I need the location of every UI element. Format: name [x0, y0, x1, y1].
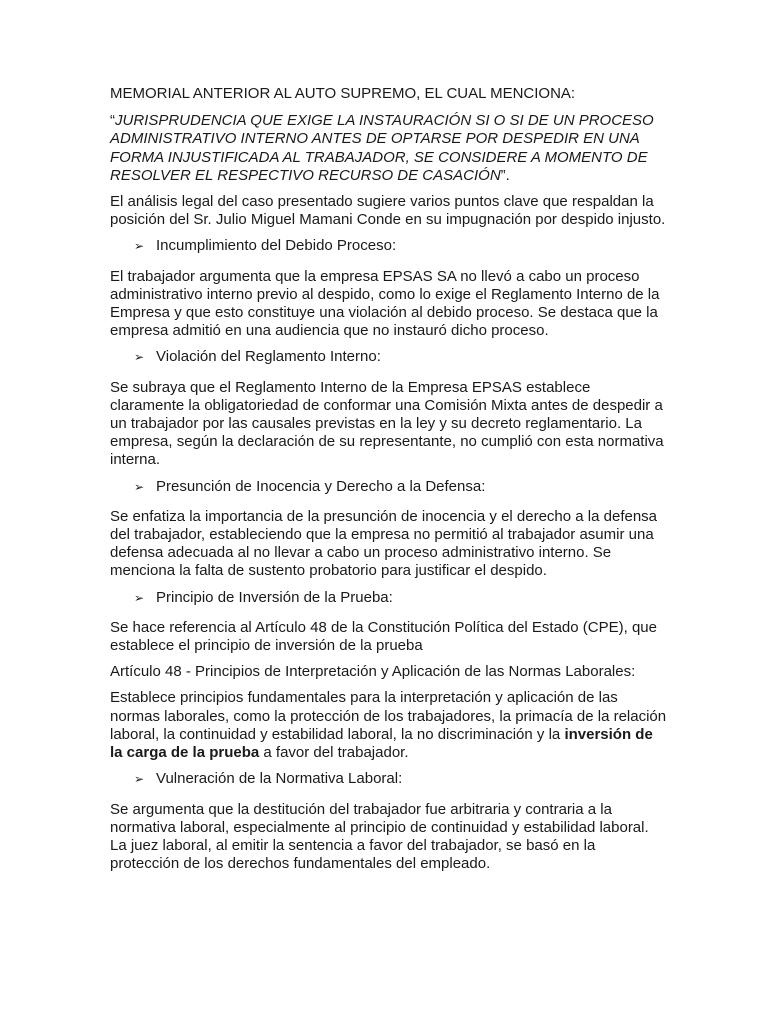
bullet-title: Incumplimiento del Debido Proceso:: [156, 237, 397, 255]
bullet-title: Violación del Reglamento Interno:: [156, 348, 381, 366]
article-48-bold-phrase: inversión de la carga de la prueba: [110, 725, 653, 762]
bullet-item-presuncion-inocencia: [110, 478, 668, 496]
bullet-title: Presunción de Inocencia y Derecho a la Defensa:: [156, 477, 486, 495]
section-paragraph-debido-proceso: El trabajador argumenta que la empresa EPSAS SA no llevó a cabo un proceso administrativo interno previo al despido, como lo exige el Reglamento Interno de la Empresa y que esto constituye una violación al debido proceso. Se destaca que la empresa admitió en una audiencia que no instauró dicho proceso.: [110, 267, 660, 340]
arrow-bullet-icon: ➢: [134, 479, 145, 494]
bullet-title: Vulneración de la Normativa Laboral:: [156, 770, 403, 788]
arrow-bullet-icon: ➢: [134, 590, 145, 605]
bullet-item-reglamento-interno: [110, 348, 668, 366]
section-paragraph-reglamento-interno: Se subraya que el Reglamento Interno de la Empresa EPSAS establece claramente la obligatoriedad de conformar una Comisión Mixta antes de despedir a un trabajador por las causales previstas en la ley y su decreto reglamentario. La empresa, según la declaración de su representante, no cumplió con esta normativa interna.: [110, 378, 664, 469]
arrow-bullet-icon: ➢: [134, 239, 145, 254]
section-paragraph-presuncion-inocencia: Se enfatiza la importancia de la presunción de inocencia y el derecho a la defensa del trabajador, estableciendo que la empresa no permitió al trabajador asumir una defensa adecuada al no llevar a cabo un proceso administrativo interno. Se menciona la falta de sustento probatorio para justificar el despido.: [110, 507, 658, 580]
quote-open-mark: “: [110, 112, 115, 130]
jurisprudence-quote: [110, 112, 668, 185]
bullet-item-debido-proceso: [110, 237, 668, 255]
arrow-bullet-icon: ➢: [134, 772, 145, 787]
intro-paragraph: El análisis legal del caso presentado sugiere varios puntos clave que respaldan la posición del Sr. Julio Miguel Mamani Conde en su impugnación por despido injusto.: [110, 193, 666, 229]
article-48-title: Artículo 48 - Principios de Interpretación y Aplicación de las Normas Laborales:: [110, 663, 636, 681]
bullet-item-normativa-laboral: [110, 770, 668, 788]
article-48-text-start: Establece principios fundamentales para la interpretación y aplicación de las normas laborales, como la protección de los trabajadores, la primacía de la relación laboral, la continuidad y estabilidad laboral, la no discriminación y la: [110, 689, 667, 743]
bullet-title: Principio de Inversión de la Prueba:: [156, 588, 393, 606]
article-48-text-end: a favor del trabajador.: [259, 744, 409, 762]
document-heading: MEMORIAL ANTERIOR AL AUTO SUPREMO, EL CUAL MENCIONA:: [110, 85, 576, 102]
bullet-item-inversion-prueba: [110, 589, 668, 607]
quote-close-mark: ”.: [500, 166, 510, 184]
section-paragraph-normativa-laboral: Se argumenta que la destitución del trabajador fue arbitraria y contraria a la normativa laboral, especialmente al principio de continuidad y estabilidad laboral. La juez laboral, al emitir la sentencia a favor del trabajador, se basó en la protección de los derechos fundamentales del empleado.: [110, 800, 649, 873]
arrow-bullet-icon: ➢: [134, 350, 145, 365]
article-48-paragraph: [110, 689, 668, 762]
quote-text: JURISPRUDENCIA QUE EXIGE LA INSTAURACIÓN SI O SI DE UN PROCESO ADMINISTRATIVO INTERNO ANTES DE OPTARSE POR DESPEDIR EN UNA FORMA INJUSTIFICADA AL TRABAJADOR, SE CONSIDERE A MOMENTO DE RESOLVER EL RESPECTIVO RECURSO DE CASACIÓN: [110, 112, 654, 184]
section-paragraph-inversion-prueba: Se hace referencia al Artículo 48 de la Constitución Política del Estado (CPE), que establece el principio de inversión de la prueba: [110, 618, 657, 655]
